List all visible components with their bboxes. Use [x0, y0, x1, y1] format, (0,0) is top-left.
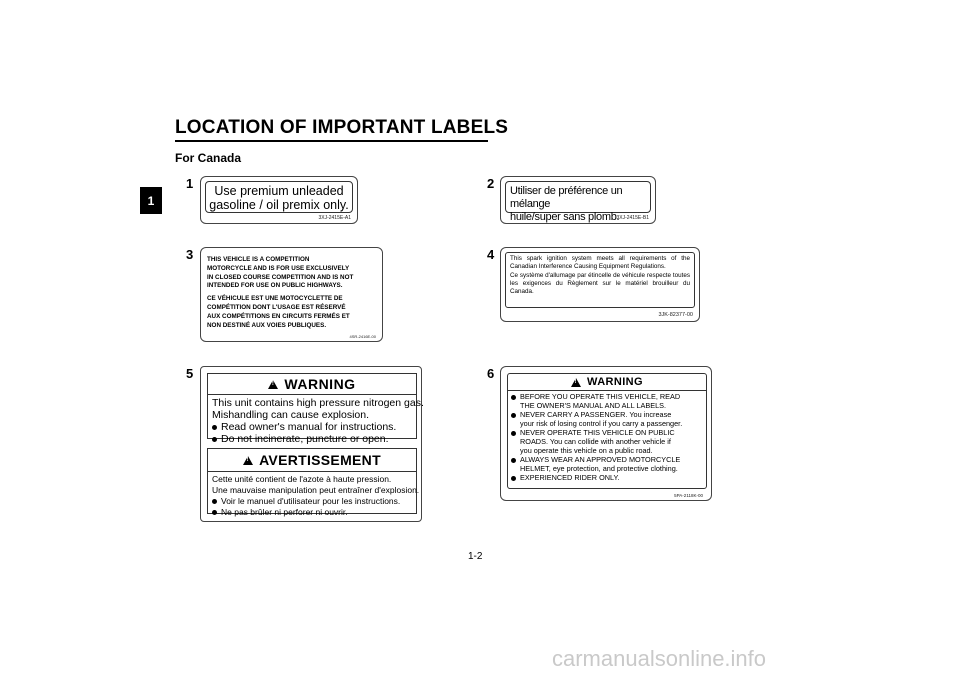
label-1: [200, 176, 358, 224]
avertissement-box: [207, 448, 420, 517]
warning-line: Mishandling can cause explosion.: [212, 409, 370, 421]
bullet-icon: [511, 413, 516, 418]
warning-heading: [508, 374, 706, 391]
label-3-line: NON DESTINÉ AUX VOIES PUBLIQUES.: [207, 321, 327, 329]
chapter-tab: 1: [140, 187, 162, 214]
warning-box: [207, 373, 424, 445]
title-underline: [175, 140, 488, 142]
warning-item-line: NEVER OPERATE THIS VEHICLE ON PUBLIC: [520, 428, 675, 438]
label-number-5: 5: [186, 366, 194, 381]
label-3-line: MOTORCYCLE AND IS FOR USE EXCLUSIVELY: [207, 264, 350, 272]
page-title: LOCATION OF IMPORTANT LABELS: [175, 117, 509, 138]
label-1-line: Use premium unleaded: [214, 184, 344, 198]
label-3-line: THIS VEHICLE IS A COMPETITION: [207, 256, 310, 263]
label-number-1: 1: [186, 176, 194, 191]
label-4: [500, 247, 700, 322]
label-1-code: 3XJ-2415E-A1: [318, 215, 351, 221]
warning-box: [507, 373, 707, 489]
warning-item-line: ROADS. You can collide with another vehicle if: [520, 436, 671, 446]
label-number-4: 4: [487, 247, 495, 262]
label-2: [500, 176, 656, 224]
avertissement-line: Cette unité contient de l'azote à haute pression.: [212, 474, 392, 484]
warning-item-line: ALWAYS WEAR AN APPROVED MOTORCYCLE: [520, 455, 681, 465]
warning-item: [511, 393, 703, 410]
label-1-text-box: [205, 181, 353, 213]
avertissement-heading-text: AVERTISSEMENT: [259, 452, 381, 468]
warning-heading: [208, 374, 416, 395]
label-3-code: 4SR-2416E-00: [349, 334, 376, 339]
label-3-text: [207, 256, 353, 330]
warning-item-line: you operate this vehicle on a public road.: [520, 445, 653, 455]
bullet-icon: [511, 476, 516, 481]
warning-item-line: your risk of losing control if you carry a passenger.: [520, 418, 683, 428]
label-6: [500, 366, 712, 501]
avertissement-body: [208, 472, 420, 520]
bullet-icon: [212, 510, 217, 515]
label-5: [200, 366, 422, 522]
warning-item-line: BEFORE YOU OPERATE THIS VEHICLE, READ: [520, 392, 681, 401]
avertissement-line: Une mauvaise manipulation peut entraîner d'explosion.: [212, 485, 420, 495]
warning-item: [511, 456, 703, 473]
label-3-line: AUX COMPÉTITIONS EN CIRCUITS FERMÉS ET: [207, 312, 350, 320]
warning-item-line: EXPERIENCED RIDER ONLY.: [520, 473, 620, 483]
label-number-6: 6: [487, 366, 495, 381]
warning-body: [208, 395, 424, 447]
warning-item: [511, 411, 703, 428]
avertissement-bullet: [212, 496, 412, 507]
warning-triangle-icon: [243, 456, 253, 465]
warning-line: This unit contains high pressure nitrogen gas.: [212, 397, 424, 409]
bullet-icon: [212, 425, 217, 430]
label-3-line: IN CLOSED COURSE COMPETITION AND IS NOT: [207, 273, 354, 281]
warning-item-line: NEVER CARRY A PASSENGER. You increase: [520, 410, 672, 420]
warning-item: [511, 429, 703, 455]
label-number-2: 2: [487, 176, 495, 191]
bullet-icon: [212, 437, 217, 442]
warning-triangle-icon: [268, 380, 278, 389]
warning-triangle-icon: [571, 378, 581, 387]
label-4-code: 3JK-82377-00: [658, 312, 693, 318]
warning-heading-text: WARNING: [587, 376, 643, 388]
bullet-icon: [511, 458, 516, 463]
warning-item-line: THE OWNER'S MANUAL AND ALL LABELS.: [520, 400, 667, 410]
warning-bullet: [212, 433, 412, 445]
warning-bullet-text: Do not incinerate, puncture or open.: [221, 433, 389, 445]
label-4-text-box: [505, 252, 695, 308]
avertissement-heading: [208, 449, 416, 472]
warning-bullet-text: Read owner's manual for instructions.: [221, 421, 397, 433]
bullet-icon: [212, 499, 217, 504]
label-4-text-en: This spark ignition system meets all requirements of the Canadian Interference Causing Equipment Regulations.: [510, 255, 690, 271]
label-3-line: INTENDED FOR USE ON PUBLIC HIGHWAYS.: [207, 282, 343, 290]
page-subtitle: For Canada: [175, 151, 242, 165]
avertissement-bullet-text: Ne pas brûler ni perforer ni ouvrir.: [221, 507, 348, 517]
label-3-line: CE VÉHICULE EST UNE MOTOCYCLETTE DE: [207, 295, 343, 303]
warning-item: [511, 474, 703, 483]
avertissement-bullet: [212, 507, 412, 518]
label-3-line: COMPÉTITION DONT L'USAGE EST RÉSERVÉ: [207, 303, 346, 311]
warning-item-line: HELMET, eye protection, and protective clothing.: [520, 463, 678, 473]
label-2-line: Utiliser de préférence un mélange: [510, 185, 623, 210]
label-2-line: huile/super sans plomb.: [510, 211, 620, 223]
watermark: carmanualsonline.info: [552, 646, 767, 671]
warning-body: [508, 391, 706, 486]
label-1-line: gasoline / oil premix only.: [209, 198, 349, 212]
bullet-icon: [511, 395, 516, 400]
label-6-code: 5PA-2118K-00: [674, 493, 703, 498]
label-number-3: 3: [186, 247, 194, 262]
label-4-text-fr: Ce système d'allumage par étincelle de véhicule respecte toutes les exigences du Règlement sur le matériel brouilleur du Canada.: [510, 271, 690, 296]
avertissement-bullet-text: Voir le manuel d'utilisateur pour les instructions.: [221, 496, 401, 506]
warning-bullet: [212, 421, 412, 433]
warning-heading-text: WARNING: [284, 376, 356, 392]
label-2-code: 3XJ-2415E-B1: [616, 215, 649, 221]
page-number: 1-2: [468, 551, 483, 562]
label-3: [200, 247, 383, 342]
bullet-icon: [511, 431, 516, 436]
